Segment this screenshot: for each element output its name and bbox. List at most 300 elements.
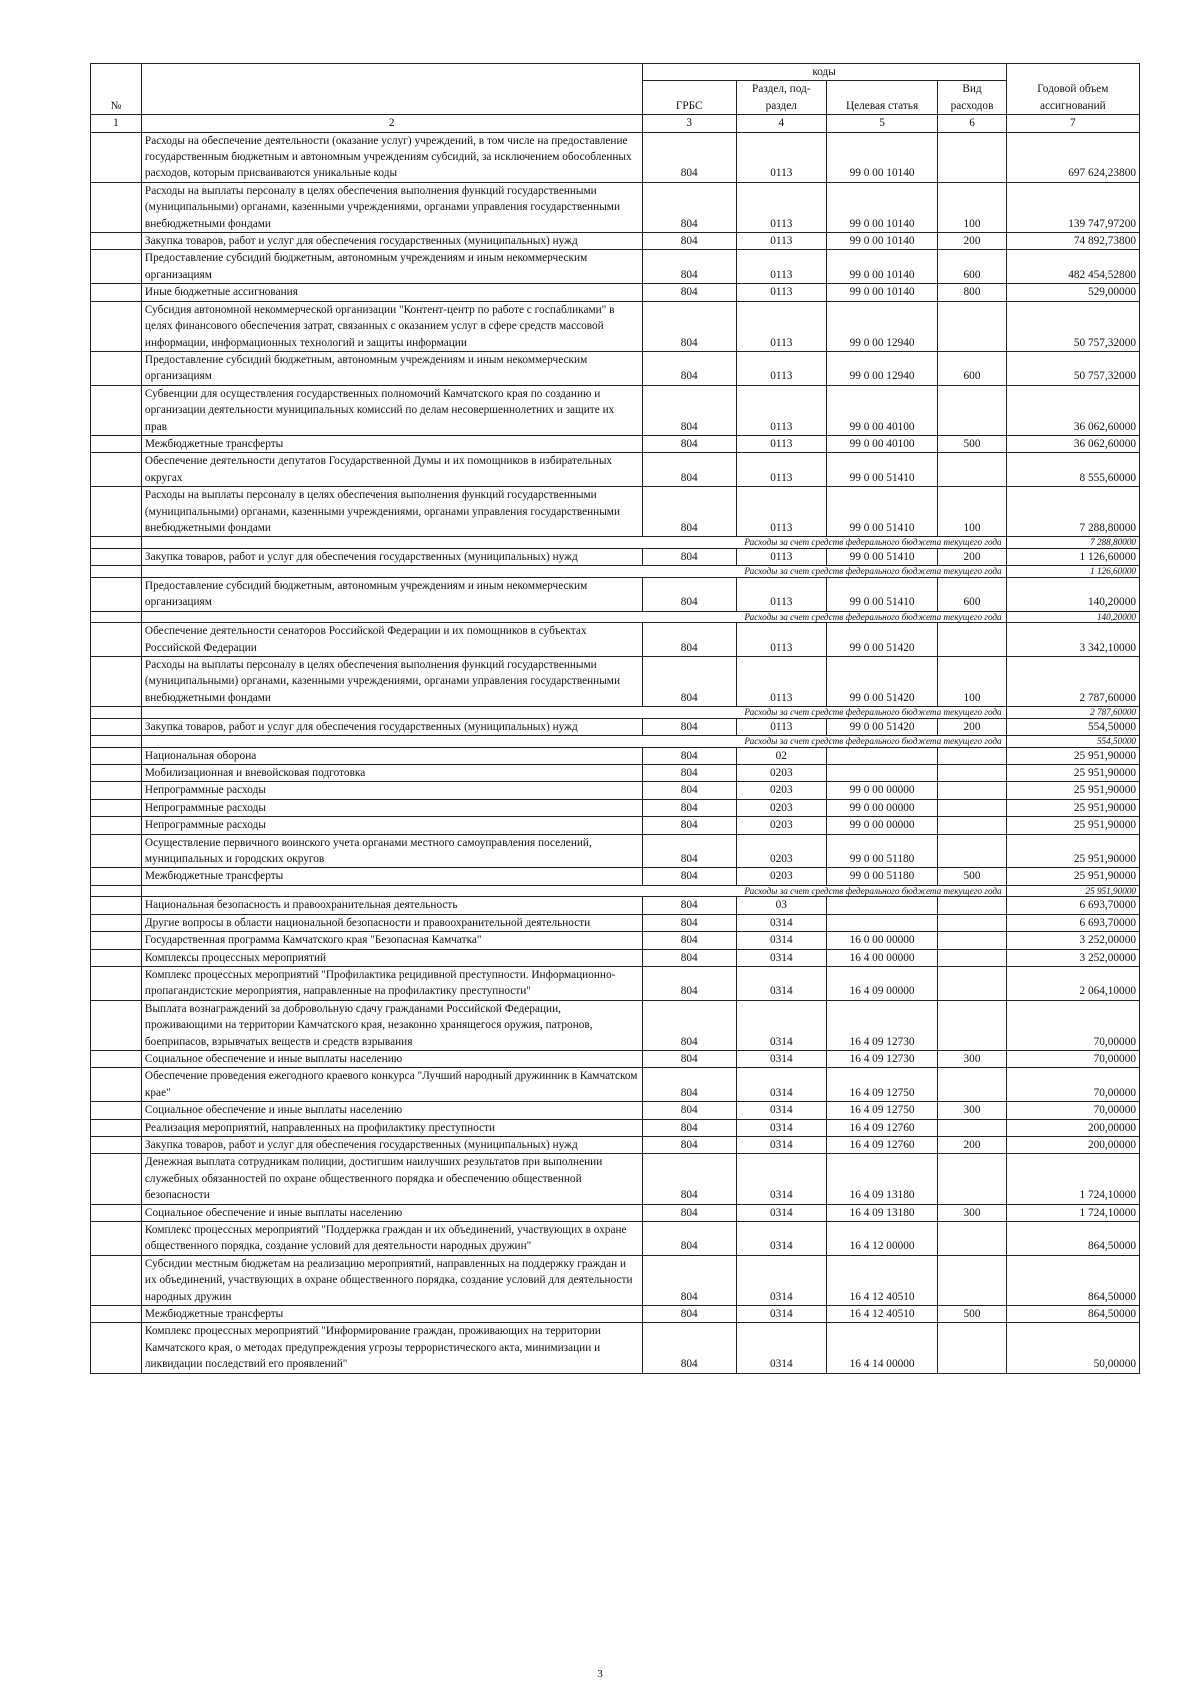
row-num-cell [91, 435, 142, 452]
table-row [91, 250, 1140, 284]
razdel-code: 0113 [736, 718, 826, 735]
target-article-code: 99 0 00 51180 [826, 834, 938, 868]
table-row [91, 1000, 1140, 1050]
expense-name: Расходы на выплаты персоналу в целях обеспечения выполнения функций государственными (муниципальными) органами, казенными учреждениями, органами управления государственными внебюджетными фондами [141, 487, 642, 537]
expense-type-code [938, 1222, 1006, 1256]
annual-amount: 6 693,70000 [1006, 897, 1139, 914]
target-article-code [826, 764, 938, 781]
expense-type-code [938, 966, 1006, 1000]
expense-name: Обеспечение проведения ежегодного краевого конкурса "Лучший народный дружинник в Камчатском крае" [141, 1068, 642, 1102]
grbs-code: 804 [642, 1204, 736, 1221]
expense-name: Другие вопросы в области национальной безопасности и правоохранительной деятельности [141, 914, 642, 931]
row-num-cell [91, 897, 142, 914]
expense-name: Расходы на выплаты персоналу в целях обеспечения выполнения функций государственными (муниципальными) органами, казенными учреждениями, органами управления государственными внебюджетными фондами [141, 656, 642, 706]
row-num-cell [91, 1119, 142, 1136]
target-article-code: 16 4 14 00000 [826, 1323, 938, 1373]
row-num-cell [91, 233, 142, 250]
razdel-code: 0314 [736, 966, 826, 1000]
row-num-cell [91, 548, 142, 565]
grbs-code: 804 [642, 1050, 736, 1067]
annual-amount: 25 951,90000 [1006, 747, 1139, 764]
table-row [91, 897, 1140, 914]
expense-name: Закупка товаров, работ и услуг для обеспечения государственных (муниципальных) нужд [141, 233, 642, 250]
expense-type-code [938, 932, 1006, 949]
annual-amount: 8 555,60000 [1006, 453, 1139, 487]
target-article-code: 99 0 00 51410 [826, 577, 938, 611]
razdel-code: 0113 [736, 435, 826, 452]
grbs-code: 804 [642, 817, 736, 834]
subrow-amount: 7 288,80000 [1006, 537, 1139, 549]
target-article-code: 99 0 00 00000 [826, 799, 938, 816]
expense-type-code [938, 1154, 1006, 1204]
grbs-code: 804 [642, 1119, 736, 1136]
subrow-amount: 2 787,60000 [1006, 707, 1139, 719]
expense-name: Национальная оборона [141, 747, 642, 764]
grbs-code: 804 [642, 132, 736, 182]
target-article-code: 99 0 00 51410 [826, 487, 938, 537]
row-num-cell [91, 1102, 142, 1119]
row-num-cell [91, 834, 142, 868]
expense-name: Социальное обеспечение и иные выплаты населению [141, 1204, 642, 1221]
table-row [91, 1068, 1140, 1102]
grbs-code: 804 [642, 834, 736, 868]
grbs-code: 804 [642, 1154, 736, 1204]
grbs-code: 804 [642, 1102, 736, 1119]
expense-name: Непрограммные расходы [141, 817, 642, 834]
row-num-cell [91, 966, 142, 1000]
annual-amount: 70,00000 [1006, 1068, 1139, 1102]
row-num-cell [91, 623, 142, 657]
grbs-code: 804 [642, 548, 736, 565]
expense-type-code [938, 1119, 1006, 1136]
expense-type-code [938, 764, 1006, 781]
row-num-cell [91, 487, 142, 537]
expense-name: Непрограммные расходы [141, 799, 642, 816]
annual-amount: 140,20000 [1006, 577, 1139, 611]
table-row [91, 435, 1140, 452]
subrow-label: Расходы за счет средств федерального бюджета текущего года [141, 611, 1006, 623]
grbs-code: 804 [642, 453, 736, 487]
razdel-code: 0314 [736, 1306, 826, 1323]
subrow-amount: 554,50000 [1006, 736, 1139, 748]
expense-name: Денежная выплата сотрудникам полиции, достигшим наилучших результатов при выполнении служебных обязанностей по охране общественного порядка и обеспечению общественной безопасности [141, 1154, 642, 1204]
header-razdel: Раздел, под- раздел [736, 81, 826, 115]
expense-type-code: 600 [938, 577, 1006, 611]
target-article-code: 99 0 00 51420 [826, 656, 938, 706]
grbs-code: 804 [642, 1000, 736, 1050]
expense-type-code [938, 897, 1006, 914]
expense-name: Комплекс процессных мероприятий "Профилактика рецидивной преступности. Информационно-пропагандистские мероприятия, направленные на профилактику преступности" [141, 966, 642, 1000]
grbs-code: 804 [642, 747, 736, 764]
target-article-code: 99 0 00 10140 [826, 182, 938, 232]
row-num-cell [91, 1000, 142, 1050]
table-row [91, 301, 1140, 351]
target-article-code: 16 4 12 00000 [826, 1222, 938, 1256]
budget-rows [91, 132, 1140, 1373]
target-article-code [826, 897, 938, 914]
expense-name: Субсидия автономной некоммерческой организации "Контент-центр по работе с госпабликами" в целях финансового обеспечения затрат, связанных с оказанием услуг в сфере средств массовой информации, информационных технологий и защиты информации [141, 301, 642, 351]
razdel-code: 0314 [736, 1154, 826, 1204]
row-num-cell [91, 707, 142, 719]
annual-amount: 25 951,90000 [1006, 764, 1139, 781]
razdel-code: 0113 [736, 385, 826, 435]
razdel-code: 0113 [736, 487, 826, 537]
razdel-code: 0203 [736, 764, 826, 781]
grbs-code: 804 [642, 718, 736, 735]
annual-amount: 864,50000 [1006, 1306, 1139, 1323]
header-name-blank [141, 64, 642, 115]
grbs-code: 804 [642, 1323, 736, 1373]
expense-type-code: 500 [938, 1306, 1006, 1323]
grbs-code: 804 [642, 868, 736, 885]
razdel-code: 0203 [736, 782, 826, 799]
expense-type-code [938, 385, 1006, 435]
target-article-code: 99 0 00 10140 [826, 233, 938, 250]
expense-name: Осуществление первичного воинского учета органами местного самоуправления поселений, муниципальных и городских округов [141, 834, 642, 868]
expense-name: Закупка товаров, работ и услуг для обеспечения государственных (муниципальных) нужд [141, 1136, 642, 1153]
expense-name: Обеспечение деятельности сенаторов Российской Федерации и их помощников в субъектах Российской Федерации [141, 623, 642, 657]
annual-amount: 70,00000 [1006, 1050, 1139, 1067]
expense-type-code: 100 [938, 656, 1006, 706]
table-row [91, 868, 1140, 885]
grbs-code: 804 [642, 1136, 736, 1153]
razdel-code: 0113 [736, 182, 826, 232]
target-article-code: 99 0 00 51410 [826, 548, 938, 565]
grbs-code: 804 [642, 435, 736, 452]
column-number: 4 [736, 115, 826, 132]
row-num-cell [91, 1050, 142, 1067]
grbs-code: 804 [642, 182, 736, 232]
expense-name: Выплата вознаграждений за добровольную сдачу гражданами Российской Федерации, проживающими на территории Камчатского края, незаконно хранящегося оружия, патронов, боеприпасов, взрывчатых веществ и средств взрывания [141, 1000, 642, 1050]
target-article-code: 99 0 00 12940 [826, 351, 938, 385]
target-article-code: 99 0 00 10140 [826, 250, 938, 284]
table-row [91, 1154, 1140, 1204]
row-num-cell [91, 250, 142, 284]
grbs-code: 804 [642, 233, 736, 250]
expense-type-code [938, 132, 1006, 182]
expense-name: Расходы на выплаты персоналу в целях обеспечения выполнения функций государственными (муниципальными) органами, казенными учреждениями, органами управления государственными внебюджетными фондами [141, 182, 642, 232]
target-article-code: 16 4 09 12760 [826, 1136, 938, 1153]
expense-name: Национальная безопасность и правоохранительная деятельность [141, 897, 642, 914]
subrow-label: Расходы за счет средств федерального бюджета текущего года [141, 566, 1006, 578]
target-article-code: 16 4 09 00000 [826, 966, 938, 1000]
row-num-cell [91, 611, 142, 623]
row-num-cell [91, 1068, 142, 1102]
expense-name: Субсидии местным бюджетам на реализацию мероприятий, направленных на поддержку граждан и их объединений, участвующих в охране общественного порядка, создание условий для деятельности народных дружин [141, 1255, 642, 1305]
expense-type-code: 600 [938, 250, 1006, 284]
table-row [91, 718, 1140, 735]
table-row [91, 799, 1140, 816]
federal-funds-subrow [91, 566, 1140, 578]
row-num-cell [91, 817, 142, 834]
expense-type-code: 200 [938, 548, 1006, 565]
expense-name: Социальное обеспечение и иные выплаты населению [141, 1050, 642, 1067]
row-num-cell [91, 1222, 142, 1256]
annual-amount: 6 693,70000 [1006, 914, 1139, 931]
target-article-code: 99 0 00 10140 [826, 132, 938, 182]
razdel-code: 0113 [736, 548, 826, 565]
expense-type-code [938, 914, 1006, 931]
annual-amount: 36 062,60000 [1006, 435, 1139, 452]
razdel-code: 0113 [736, 250, 826, 284]
row-num-cell [91, 782, 142, 799]
razdel-code: 0113 [736, 351, 826, 385]
grbs-code: 804 [642, 351, 736, 385]
federal-funds-subrow [91, 885, 1140, 897]
subrow-label: Расходы за счет средств федерального бюджета текущего года [141, 736, 1006, 748]
annual-amount: 864,50000 [1006, 1222, 1139, 1256]
razdel-code: 0314 [736, 1323, 826, 1373]
expense-type-code [938, 301, 1006, 351]
table-row [91, 914, 1140, 931]
razdel-code: 0314 [736, 914, 826, 931]
razdel-code: 0314 [736, 1102, 826, 1119]
annual-amount: 50 757,32000 [1006, 301, 1139, 351]
grbs-code: 804 [642, 301, 736, 351]
target-article-code: 99 0 00 51180 [826, 868, 938, 885]
razdel-code: 02 [736, 747, 826, 764]
row-num-cell [91, 182, 142, 232]
row-num-cell [91, 566, 142, 578]
expense-type-code [938, 799, 1006, 816]
target-article-code: 99 0 00 00000 [826, 782, 938, 799]
razdel-code: 0203 [736, 834, 826, 868]
table-row [91, 1050, 1140, 1067]
razdel-code: 0314 [736, 1050, 826, 1067]
expense-name: Субвенции для осуществления государственных полномочий Камчатского края по созданию и организации деятельности муниципальных комиссий по делам несовершеннолетних и защите их прав [141, 385, 642, 435]
expense-type-code [938, 1068, 1006, 1102]
annual-amount: 482 454,52800 [1006, 250, 1139, 284]
grbs-code: 804 [642, 385, 736, 435]
expense-name: Закупка товаров, работ и услуг для обеспечения государственных (муниципальных) нужд [141, 718, 642, 735]
row-num-cell [91, 132, 142, 182]
annual-amount: 25 951,90000 [1006, 782, 1139, 799]
grbs-code: 804 [642, 1222, 736, 1256]
razdel-code: 0113 [736, 623, 826, 657]
expense-type-code: 100 [938, 182, 1006, 232]
header-codes: коды [642, 64, 1006, 81]
table-row [91, 1255, 1140, 1305]
grbs-code: 804 [642, 577, 736, 611]
table-row [91, 1222, 1140, 1256]
grbs-code: 804 [642, 1255, 736, 1305]
annual-amount: 697 624,23800 [1006, 132, 1139, 182]
row-num-cell [91, 1323, 142, 1373]
razdel-code: 0203 [736, 817, 826, 834]
annual-amount: 25 951,90000 [1006, 868, 1139, 885]
row-num-cell [91, 914, 142, 931]
annual-amount: 529,00000 [1006, 284, 1139, 301]
grbs-code: 804 [642, 764, 736, 781]
expense-type-code: 300 [938, 1102, 1006, 1119]
budget-table [90, 63, 1140, 1374]
annual-amount: 200,00000 [1006, 1119, 1139, 1136]
row-num-cell [91, 301, 142, 351]
expense-type-code [938, 834, 1006, 868]
expense-type-code: 100 [938, 487, 1006, 537]
grbs-code: 804 [642, 799, 736, 816]
expense-type-code [938, 453, 1006, 487]
target-article-code: 16 4 09 12730 [826, 1000, 938, 1050]
table-row [91, 966, 1140, 1000]
razdel-code: 0113 [736, 132, 826, 182]
annual-amount: 1 724,10000 [1006, 1154, 1139, 1204]
grbs-code: 804 [642, 250, 736, 284]
expense-name: Предоставление субсидий бюджетным, автономным учреждениям и иным некоммерческим организациям [141, 250, 642, 284]
annual-amount: 70,00000 [1006, 1102, 1139, 1119]
razdel-code: 0203 [736, 799, 826, 816]
column-number: 5 [826, 115, 938, 132]
grbs-code: 804 [642, 914, 736, 931]
target-article-code: 99 0 00 51420 [826, 623, 938, 657]
grbs-code: 804 [642, 782, 736, 799]
federal-funds-subrow [91, 707, 1140, 719]
target-article-code: 16 4 09 12730 [826, 1050, 938, 1067]
federal-funds-subrow [91, 537, 1140, 549]
expense-name: Межбюджетные трансферты [141, 435, 642, 452]
expense-name: Предоставление субсидий бюджетным, автономным учреждениям и иным некоммерческим организациям [141, 577, 642, 611]
expense-type-code [938, 1255, 1006, 1305]
annual-amount: 1 126,60000 [1006, 548, 1139, 565]
grbs-code: 804 [642, 897, 736, 914]
target-article-code: 16 4 00 00000 [826, 949, 938, 966]
razdel-code: 0314 [736, 1000, 826, 1050]
expense-type-code [938, 949, 1006, 966]
column-number: 3 [642, 115, 736, 132]
row-num-cell [91, 1154, 142, 1204]
razdel-code: 03 [736, 897, 826, 914]
razdel-code: 0203 [736, 868, 826, 885]
expense-type-code: 300 [938, 1050, 1006, 1067]
row-num-cell [91, 1255, 142, 1305]
razdel-code: 0314 [736, 1255, 826, 1305]
table-row [91, 817, 1140, 834]
expense-type-code: 200 [938, 718, 1006, 735]
razdel-code: 0113 [736, 284, 826, 301]
annual-amount: 7 288,80000 [1006, 487, 1139, 537]
header-celevaya: Целевая статья [826, 81, 938, 115]
table-row [91, 1306, 1140, 1323]
annual-amount: 864,50000 [1006, 1255, 1139, 1305]
target-article-code: 99 0 00 10140 [826, 284, 938, 301]
row-num-cell [91, 385, 142, 435]
table-row [91, 782, 1140, 799]
grbs-code: 804 [642, 1068, 736, 1102]
table-row [91, 1136, 1140, 1153]
header-num: № [91, 64, 142, 115]
grbs-code: 804 [642, 1306, 736, 1323]
target-article-code: 16 0 00 00000 [826, 932, 938, 949]
page-number: 3 [597, 1668, 603, 1680]
grbs-code: 804 [642, 966, 736, 1000]
expense-name: Комплекс процессных мероприятий "Поддержка граждан и их объединений, участвующих в охране общественного порядка, создание условий для деятельности народных дружин" [141, 1222, 642, 1256]
table-row [91, 1204, 1140, 1221]
expense-type-code [938, 1000, 1006, 1050]
expense-name: Мобилизационная и вневойсковая подготовка [141, 764, 642, 781]
column-number: 6 [938, 115, 1006, 132]
expense-type-code: 200 [938, 233, 1006, 250]
row-num-cell [91, 932, 142, 949]
expense-type-code [938, 817, 1006, 834]
annual-amount: 70,00000 [1006, 1000, 1139, 1050]
expense-name: Иные бюджетные ассигнования [141, 284, 642, 301]
row-num-cell [91, 577, 142, 611]
row-num-cell [91, 351, 142, 385]
target-article-code: 16 4 09 13180 [826, 1204, 938, 1221]
target-article-code: 16 4 12 40510 [826, 1306, 938, 1323]
column-number-row [91, 115, 1140, 132]
table-row [91, 1119, 1140, 1136]
target-article-code: 99 0 00 51420 [826, 718, 938, 735]
table-row [91, 182, 1140, 232]
target-article-code: 99 0 00 00000 [826, 817, 938, 834]
expense-type-code: 600 [938, 351, 1006, 385]
header-grbs: ГРБС [642, 81, 736, 115]
subrow-label: Расходы за счет средств федерального бюджета текущего года [141, 885, 1006, 897]
expense-name: Государственная программа Камчатского края "Безопасная Камчатка" [141, 932, 642, 949]
column-number: 2 [141, 115, 642, 132]
table-row [91, 656, 1140, 706]
annual-amount: 554,50000 [1006, 718, 1139, 735]
expense-name: Расходы на обеспечение деятельности (оказание услуг) учреждений, в том числе на предоставление государственным бюджетным и автономным учреждениям субсидий, за исключением обособленных расходов, которым присваиваются уникальные коды [141, 132, 642, 182]
grbs-code: 804 [642, 487, 736, 537]
target-article-code: 16 4 12 40510 [826, 1255, 938, 1305]
expense-name: Межбюджетные трансферты [141, 868, 642, 885]
row-num-cell [91, 764, 142, 781]
annual-amount: 50 757,32000 [1006, 351, 1139, 385]
razdel-code: 0314 [736, 949, 826, 966]
expense-name: Предоставление субсидий бюджетным, автономным учреждениям и иным некоммерческим организациям [141, 351, 642, 385]
target-article-code [826, 914, 938, 931]
subrow-amount: 25 951,90000 [1006, 885, 1139, 897]
expense-type-code [938, 1323, 1006, 1373]
column-number: 7 [1006, 115, 1139, 132]
expense-name: Непрограммные расходы [141, 782, 642, 799]
razdel-code: 0113 [736, 453, 826, 487]
razdel-code: 0314 [736, 1204, 826, 1221]
expense-type-code [938, 747, 1006, 764]
table-row [91, 487, 1140, 537]
row-num-cell [91, 747, 142, 764]
target-article-code: 99 0 00 12940 [826, 301, 938, 351]
razdel-code: 0314 [736, 932, 826, 949]
row-num-cell [91, 1204, 142, 1221]
expense-name: Межбюджетные трансферты [141, 1306, 642, 1323]
row-num-cell [91, 949, 142, 966]
expense-type-code [938, 782, 1006, 799]
razdel-code: 0314 [736, 1068, 826, 1102]
subrow-amount: 1 126,60000 [1006, 566, 1139, 578]
expense-name: Комплексы процессных мероприятий [141, 949, 642, 966]
razdel-code: 0113 [736, 656, 826, 706]
expense-type-code: 300 [938, 1204, 1006, 1221]
expense-name: Комплекс процессных мероприятий "Информирование граждан, проживающих на территории Камчатского края, о методах предупреждения угрозы террористического акта, минимизации и ликвидации последствий его проявлений" [141, 1323, 642, 1373]
annual-amount: 3 252,00000 [1006, 932, 1139, 949]
header-row [91, 64, 1140, 81]
row-num-cell [91, 284, 142, 301]
table-row [91, 932, 1140, 949]
annual-amount: 74 892,73800 [1006, 233, 1139, 250]
expense-name: Закупка товаров, работ и услуг для обеспечения государственных (муниципальных) нужд [141, 548, 642, 565]
table-row [91, 1323, 1140, 1373]
annual-amount: 25 951,90000 [1006, 834, 1139, 868]
table-row [91, 351, 1140, 385]
annual-amount: 2 064,10000 [1006, 966, 1139, 1000]
row-num-cell [91, 1306, 142, 1323]
razdel-code: 0113 [736, 577, 826, 611]
subrow-amount: 140,20000 [1006, 611, 1139, 623]
column-number: 1 [91, 115, 142, 132]
